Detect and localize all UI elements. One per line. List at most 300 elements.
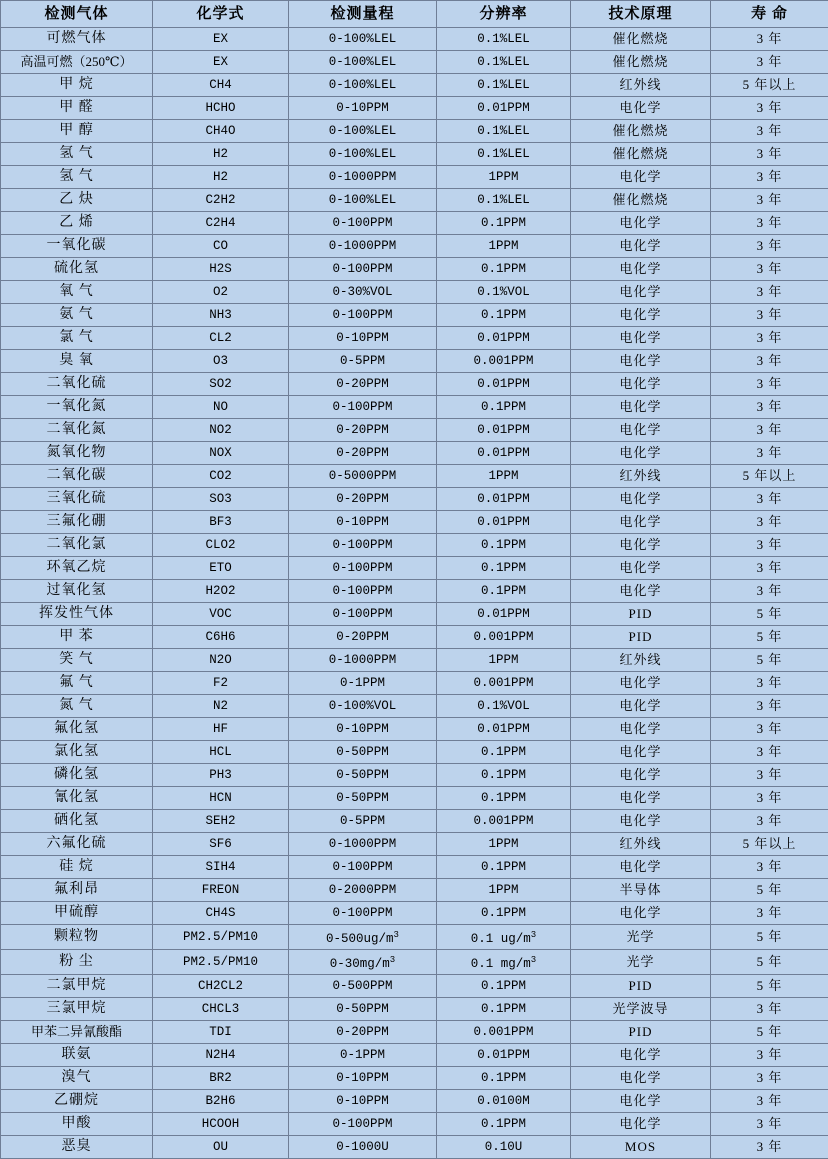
cell-resolution: 1PPM [437, 649, 571, 672]
cell-gas: 氯 气 [1, 327, 153, 350]
cell-range: 0-100%VOL [289, 695, 437, 718]
cell-range: 0-5000PPM [289, 465, 437, 488]
cell-lifetime: 3 年 [711, 235, 828, 258]
cell-formula: O2 [153, 281, 289, 304]
cell-gas: 磷化氢 [1, 764, 153, 787]
cell-resolution: 0.001PPM [437, 350, 571, 373]
cell-range: 0-10PPM [289, 1090, 437, 1113]
cell-formula: C2H2 [153, 189, 289, 212]
cell-gas: 硒化氢 [1, 810, 153, 833]
cell-range: 0-10PPM [289, 1067, 437, 1090]
cell-principle: 电化学 [571, 373, 711, 396]
cell-range: 0-100%LEL [289, 28, 437, 51]
cell-lifetime: 3 年 [711, 97, 828, 120]
column-header-formula: 化学式 [153, 1, 289, 28]
cell-range: 0-50PPM [289, 741, 437, 764]
cell-lifetime: 3 年 [711, 304, 828, 327]
cell-lifetime: 3 年 [711, 787, 828, 810]
cell-gas: 恶臭 [1, 1136, 153, 1159]
cell-lifetime: 3 年 [711, 557, 828, 580]
cell-resolution: 0.1%VOL [437, 695, 571, 718]
cell-resolution: 1PPM [437, 833, 571, 856]
cell-gas: 氮氧化物 [1, 442, 153, 465]
cell-formula: PH3 [153, 764, 289, 787]
cell-range: 0-5PPM [289, 810, 437, 833]
cell-formula: SEH2 [153, 810, 289, 833]
table-row [1, 258, 828, 281]
cell-range: 0-1000PPM [289, 649, 437, 672]
cell-range: 0-30%VOL [289, 281, 437, 304]
cell-range: 0-1000PPM [289, 833, 437, 856]
cell-range: 0-10PPM [289, 97, 437, 120]
cell-formula: SO3 [153, 488, 289, 511]
cell-principle: 电化学 [571, 511, 711, 534]
cell-formula: C2H4 [153, 212, 289, 235]
cell-resolution: 0.001PPM [437, 1021, 571, 1044]
cell-principle: 电化学 [571, 396, 711, 419]
table-row [1, 879, 828, 902]
cell-resolution: 0.1PPM [437, 741, 571, 764]
cell-resolution: 0.0100M [437, 1090, 571, 1113]
cell-resolution: 0.01PPM [437, 1044, 571, 1067]
cell-principle: 红外线 [571, 833, 711, 856]
cell-resolution: 0.1PPM [437, 304, 571, 327]
cell-principle: 电化学 [571, 741, 711, 764]
cell-lifetime: 3 年 [711, 856, 828, 879]
cell-resolution: 0.01PPM [437, 327, 571, 350]
cell-principle: 催化燃烧 [571, 120, 711, 143]
cell-resolution: 0.1PPM [437, 212, 571, 235]
cell-principle: 电化学 [571, 212, 711, 235]
cell-lifetime: 3 年 [711, 998, 828, 1021]
table-row [1, 1067, 828, 1090]
cell-range: 0-100PPM [289, 557, 437, 580]
cell-lifetime: 3 年 [711, 419, 828, 442]
cell-resolution: 0.1PPM [437, 787, 571, 810]
cell-gas: 氟 气 [1, 672, 153, 695]
cell-lifetime: 3 年 [711, 695, 828, 718]
cell-principle: 电化学 [571, 327, 711, 350]
cell-formula: CH4S [153, 902, 289, 925]
table-row [1, 120, 828, 143]
cell-lifetime: 3 年 [711, 212, 828, 235]
cell-gas: 一氧化碳 [1, 235, 153, 258]
cell-gas: 乙硼烷 [1, 1090, 153, 1113]
table-row [1, 1044, 828, 1067]
cell-lifetime: 5 年 [711, 1021, 828, 1044]
cell-range: 0-10PPM [289, 718, 437, 741]
cell-lifetime: 3 年 [711, 488, 828, 511]
cell-range: 0-10PPM [289, 327, 437, 350]
cell-lifetime: 3 年 [711, 902, 828, 925]
cell-resolution: 0.001PPM [437, 810, 571, 833]
table-row [1, 212, 828, 235]
cell-resolution: 0.1%VOL [437, 281, 571, 304]
cell-gas: 硅 烷 [1, 856, 153, 879]
table-row [1, 718, 828, 741]
cell-formula: N2O [153, 649, 289, 672]
table-row [1, 603, 828, 626]
cell-resolution: 0.01PPM [437, 603, 571, 626]
cell-principle: 催化燃烧 [571, 28, 711, 51]
cell-principle: 电化学 [571, 580, 711, 603]
table-row [1, 281, 828, 304]
cell-lifetime: 3 年 [711, 534, 828, 557]
cell-gas: 甲 苯 [1, 626, 153, 649]
cell-gas: 二氧化氯 [1, 534, 153, 557]
cell-resolution: 0.01PPM [437, 419, 571, 442]
table-row [1, 189, 828, 212]
cell-gas: 粉 尘 [1, 950, 153, 975]
cell-principle: 红外线 [571, 465, 711, 488]
cell-gas: 颗粒物 [1, 925, 153, 950]
cell-formula: EX [153, 28, 289, 51]
cell-principle: 电化学 [571, 695, 711, 718]
cell-resolution: 0.1%LEL [437, 74, 571, 97]
cell-range: 0-500PPM [289, 975, 437, 998]
cell-formula: BR2 [153, 1067, 289, 1090]
cell-lifetime: 3 年 [711, 1067, 828, 1090]
cell-lifetime: 3 年 [711, 166, 828, 189]
cell-formula: TDI [153, 1021, 289, 1044]
cell-formula: H2 [153, 143, 289, 166]
cell-range: 0-10PPM [289, 511, 437, 534]
cell-lifetime: 3 年 [711, 672, 828, 695]
cell-principle: 催化燃烧 [571, 51, 711, 74]
cell-principle: 电化学 [571, 258, 711, 281]
cell-resolution: 0.1PPM [437, 258, 571, 281]
cell-range: 0-1PPM [289, 672, 437, 695]
cell-resolution: 0.01PPM [437, 718, 571, 741]
cell-resolution: 0.1PPM [437, 1113, 571, 1136]
cell-principle: 红外线 [571, 649, 711, 672]
column-header-range: 检测量程 [289, 1, 437, 28]
cell-formula: PM2.5/PM10 [153, 925, 289, 950]
cell-lifetime: 3 年 [711, 442, 828, 465]
cell-formula: HCN [153, 787, 289, 810]
cell-lifetime: 3 年 [711, 810, 828, 833]
cell-range: 0-50PPM [289, 764, 437, 787]
table-row [1, 1113, 828, 1136]
cell-formula: NO [153, 396, 289, 419]
cell-lifetime: 5 年 [711, 626, 828, 649]
cell-formula: N2H4 [153, 1044, 289, 1067]
cell-range: 0-20PPM [289, 373, 437, 396]
cell-resolution: 0.1 $ug/m^3$ [437, 925, 571, 950]
cell-formula: HF [153, 718, 289, 741]
cell-formula: O3 [153, 350, 289, 373]
cell-resolution: 0.1PPM [437, 975, 571, 998]
cell-resolution: 0.1PPM [437, 534, 571, 557]
cell-range: 0-100PPM [289, 212, 437, 235]
cell-lifetime: 3 年 [711, 511, 828, 534]
cell-range: 0-20PPM [289, 442, 437, 465]
cell-resolution: 1PPM [437, 166, 571, 189]
cell-resolution: 1PPM [437, 465, 571, 488]
cell-range: 0-100PPM [289, 580, 437, 603]
cell-lifetime: 3 年 [711, 718, 828, 741]
cell-formula: H2 [153, 166, 289, 189]
cell-principle: 电化学 [571, 787, 711, 810]
cell-resolution: 0.1PPM [437, 856, 571, 879]
table-row [1, 649, 828, 672]
cell-gas: 环氧乙烷 [1, 557, 153, 580]
cell-gas: 二氧化碳 [1, 465, 153, 488]
cell-lifetime: 3 年 [711, 350, 828, 373]
cell-lifetime: 5 年以上 [711, 74, 828, 97]
cell-principle: 电化学 [571, 1044, 711, 1067]
cell-gas: 笑 气 [1, 649, 153, 672]
cell-lifetime: 3 年 [711, 373, 828, 396]
cell-range: $0-30mg/m^3$ [289, 950, 437, 975]
cell-range: 0-1000PPM [289, 166, 437, 189]
table-row [1, 373, 828, 396]
table-row [1, 350, 828, 373]
cell-principle: 电化学 [571, 718, 711, 741]
cell-formula: H2S [153, 258, 289, 281]
cell-gas: 二氯甲烷 [1, 975, 153, 998]
cell-principle: 电化学 [571, 1067, 711, 1090]
cell-principle: 半导体 [571, 879, 711, 902]
cell-lifetime: 3 年 [711, 764, 828, 787]
cell-gas: 挥发性气体 [1, 603, 153, 626]
cell-resolution: 0.01PPM [437, 97, 571, 120]
cell-principle: 电化学 [571, 442, 711, 465]
cell-principle: PID [571, 975, 711, 998]
cell-gas: 甲酸 [1, 1113, 153, 1136]
cell-principle: 光学 [571, 925, 711, 950]
cell-formula: EX [153, 51, 289, 74]
cell-range: 0-1PPM [289, 1044, 437, 1067]
cell-formula: CL2 [153, 327, 289, 350]
cell-gas: 一氧化氮 [1, 396, 153, 419]
cell-formula: B2H6 [153, 1090, 289, 1113]
cell-principle: 电化学 [571, 97, 711, 120]
cell-gas: 氢 气 [1, 166, 153, 189]
cell-range: 0-1000PPM [289, 235, 437, 258]
cell-formula: CH4O [153, 120, 289, 143]
cell-principle: PID [571, 626, 711, 649]
cell-principle: 电化学 [571, 534, 711, 557]
cell-range: 0-5PPM [289, 350, 437, 373]
cell-lifetime: 5 年 [711, 603, 828, 626]
cell-principle: 电化学 [571, 166, 711, 189]
cell-formula: OU [153, 1136, 289, 1159]
cell-formula: CHCL3 [153, 998, 289, 1021]
table-row [1, 1136, 828, 1159]
cell-principle: 光学 [571, 950, 711, 975]
cell-principle: 电化学 [571, 304, 711, 327]
table-row [1, 810, 828, 833]
cell-lifetime: 5 年以上 [711, 833, 828, 856]
cell-resolution: 0.01PPM [437, 488, 571, 511]
cell-gas: 甲硫醇 [1, 902, 153, 925]
cell-formula: SF6 [153, 833, 289, 856]
cell-principle: 电化学 [571, 856, 711, 879]
cell-gas: 甲 醛 [1, 97, 153, 120]
cell-formula: F2 [153, 672, 289, 695]
table-row [1, 74, 828, 97]
cell-gas: 二氧化氮 [1, 419, 153, 442]
cell-resolution: 0.1PPM [437, 902, 571, 925]
cell-formula: HCHO [153, 97, 289, 120]
cell-formula: NH3 [153, 304, 289, 327]
table-row [1, 856, 828, 879]
table-row [1, 557, 828, 580]
cell-resolution: 0.1PPM [437, 396, 571, 419]
cell-resolution: 0.1%LEL [437, 143, 571, 166]
cell-gas: 甲 醇 [1, 120, 153, 143]
cell-lifetime: 5 年 [711, 950, 828, 975]
cell-lifetime: 5 年以上 [711, 465, 828, 488]
cell-resolution: 0.001PPM [437, 626, 571, 649]
table-row [1, 975, 828, 998]
table-row [1, 235, 828, 258]
cell-formula: CH4 [153, 74, 289, 97]
table-header [1, 1, 828, 28]
cell-lifetime: 3 年 [711, 580, 828, 603]
cell-range: 0-20PPM [289, 488, 437, 511]
cell-formula: NO2 [153, 419, 289, 442]
table-row [1, 51, 828, 74]
cell-gas: 氮 气 [1, 695, 153, 718]
table-row [1, 97, 828, 120]
table-row [1, 1021, 828, 1044]
cell-range: 0-20PPM [289, 1021, 437, 1044]
cell-principle: 电化学 [571, 235, 711, 258]
cell-lifetime: 3 年 [711, 327, 828, 350]
cell-gas: 氧 气 [1, 281, 153, 304]
cell-formula: CO2 [153, 465, 289, 488]
cell-gas: 三氟化硼 [1, 511, 153, 534]
cell-range: 0-2000PPM [289, 879, 437, 902]
cell-principle: 电化学 [571, 281, 711, 304]
cell-principle: 电化学 [571, 557, 711, 580]
cell-resolution: 0.01PPM [437, 442, 571, 465]
table-row [1, 902, 828, 925]
cell-gas: 六氟化硫 [1, 833, 153, 856]
cell-resolution: 0.1PPM [437, 998, 571, 1021]
cell-principle: PID [571, 603, 711, 626]
cell-gas: 氟利昂 [1, 879, 153, 902]
cell-range: 0-20PPM [289, 626, 437, 649]
cell-gas: 硫化氢 [1, 258, 153, 281]
cell-principle: 催化燃烧 [571, 189, 711, 212]
table-row [1, 695, 828, 718]
cell-lifetime: 3 年 [711, 281, 828, 304]
cell-principle: 电化学 [571, 764, 711, 787]
cell-gas: 联氨 [1, 1044, 153, 1067]
table-row [1, 1090, 828, 1113]
cell-gas: 甲 烷 [1, 74, 153, 97]
column-header-lifetime: 寿 命 [711, 1, 828, 28]
cell-gas: 过氧化氢 [1, 580, 153, 603]
table-row [1, 442, 828, 465]
cell-range: 0-100PPM [289, 534, 437, 557]
cell-formula: HCL [153, 741, 289, 764]
cell-range: 0-100%LEL [289, 51, 437, 74]
cell-gas: 三氯甲烷 [1, 998, 153, 1021]
cell-principle: 催化燃烧 [571, 143, 711, 166]
cell-range: 0-50PPM [289, 787, 437, 810]
cell-range: 0-100%LEL [289, 74, 437, 97]
table-row [1, 626, 828, 649]
cell-resolution: 0.1%LEL [437, 120, 571, 143]
cell-formula: HCOOH [153, 1113, 289, 1136]
cell-formula: ETO [153, 557, 289, 580]
cell-gas: 溴气 [1, 1067, 153, 1090]
cell-principle: 红外线 [571, 74, 711, 97]
table-row [1, 950, 828, 975]
cell-gas: 甲苯二异氰酸酯 [1, 1021, 153, 1044]
cell-lifetime: 3 年 [711, 1044, 828, 1067]
cell-principle: 电化学 [571, 488, 711, 511]
cell-lifetime: 3 年 [711, 143, 828, 166]
cell-formula: VOC [153, 603, 289, 626]
table-row [1, 787, 828, 810]
table-row [1, 833, 828, 856]
cell-formula: CLO2 [153, 534, 289, 557]
cell-formula: PM2.5/PM10 [153, 950, 289, 975]
column-header-gas: 检测气体 [1, 1, 153, 28]
table-row [1, 465, 828, 488]
cell-resolution: 0.01PPM [437, 373, 571, 396]
cell-gas: 三氧化硫 [1, 488, 153, 511]
cell-resolution: 1PPM [437, 879, 571, 902]
table-row [1, 511, 828, 534]
cell-formula: SO2 [153, 373, 289, 396]
cell-resolution: 0.01PPM [437, 511, 571, 534]
table-row [1, 741, 828, 764]
cell-lifetime: 3 年 [711, 1090, 828, 1113]
cell-principle: MOS [571, 1136, 711, 1159]
cell-gas: 氢 气 [1, 143, 153, 166]
cell-principle: 电化学 [571, 1113, 711, 1136]
table-row [1, 166, 828, 189]
cell-lifetime: 5 年 [711, 879, 828, 902]
cell-formula: C6H6 [153, 626, 289, 649]
cell-resolution: 0.10U [437, 1136, 571, 1159]
cell-range: 0-100%LEL [289, 143, 437, 166]
cell-range: 0-100%LEL [289, 189, 437, 212]
cell-lifetime: 3 年 [711, 258, 828, 281]
table-row [1, 28, 828, 51]
cell-range: 0-100%LEL [289, 120, 437, 143]
table-row [1, 419, 828, 442]
cell-resolution: 0.1PPM [437, 557, 571, 580]
table-row [1, 925, 828, 950]
cell-range: 0-100PPM [289, 1113, 437, 1136]
table-row [1, 327, 828, 350]
table-body [1, 28, 828, 1159]
cell-gas: 臭 氧 [1, 350, 153, 373]
table-row [1, 396, 828, 419]
cell-range: 0-100PPM [289, 396, 437, 419]
cell-resolution: 0.1PPM [437, 1067, 571, 1090]
cell-formula: NOX [153, 442, 289, 465]
cell-formula: FREON [153, 879, 289, 902]
cell-resolution: 0.1%LEL [437, 51, 571, 74]
cell-gas: 氰化氢 [1, 787, 153, 810]
cell-formula: CH2CL2 [153, 975, 289, 998]
cell-resolution: 0.1PPM [437, 580, 571, 603]
cell-lifetime: 3 年 [711, 396, 828, 419]
cell-resolution: 1PPM [437, 235, 571, 258]
cell-gas: 氟化氢 [1, 718, 153, 741]
cell-lifetime: 3 年 [711, 1113, 828, 1136]
cell-gas: 二氧化硫 [1, 373, 153, 396]
cell-lifetime: 5 年 [711, 649, 828, 672]
